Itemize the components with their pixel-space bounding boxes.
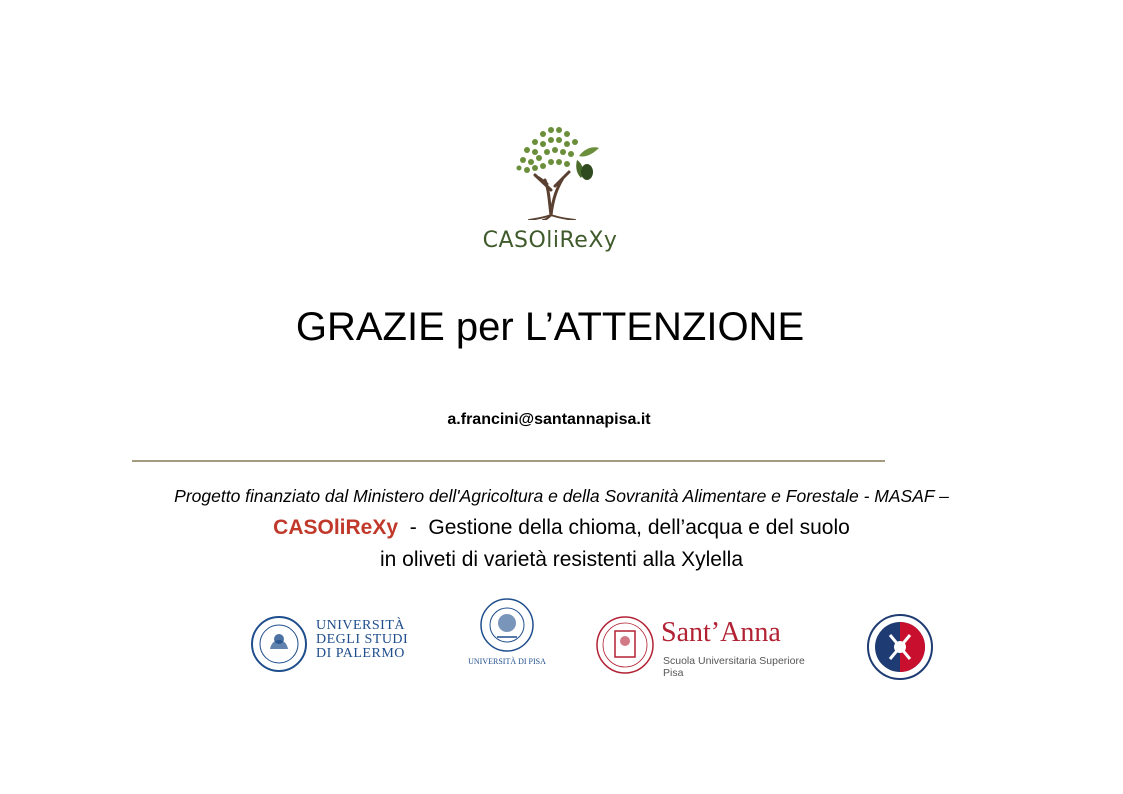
funding-prefix: Progetto [174,486,241,506]
unipa-line-1: UNIVERSITÀ [316,618,405,633]
project-name: CASOliReXy [273,516,399,539]
unipa-line-2: DEGLI STUDI [316,632,409,647]
university-seal-icon [866,613,934,681]
olive-tree-icon [505,120,605,220]
unipa-logo [250,615,410,669]
unipi-name: UNIVERSITÀ DI PISA [468,657,546,666]
unipa-name [316,619,408,661]
page-title: GRAZIE per L’ATTENZIONE [295,305,805,349]
ssa-subtitle: Scuola Universitaria Superiore Pisa [663,655,805,679]
funding-statement [0,486,1123,507]
ssa-seal-icon [595,615,655,675]
partner-logos [0,595,1123,685]
funding-text: finanziato dal Ministero dell'Agricoltura e della Sovranità Alimentare e Forestale - MASAF – [240,486,949,506]
project-logo [470,120,630,265]
unipa-line-3: DI PALERMO [316,646,405,661]
unipa-seal-icon [250,615,308,673]
ssa-logo [595,615,815,679]
project-line-1 [0,516,1123,540]
project-separator: - [398,516,429,539]
project-description-1: Gestione della chioma, dell’acqua e del suolo [428,516,850,539]
project-description-2: in oliveti di varietà resistenti alla Xylella [380,548,743,571]
logo-wordmark: CASOliReXy [482,228,618,253]
unipi-seal-icon [479,597,535,653]
contact-email[interactable]: a.francini@santannapisa.it [447,411,651,428]
ssa-name: Sant’Anna [661,617,781,648]
divider [132,460,885,462]
unipi-logo [462,595,552,675]
university-seal-logo [866,613,934,681]
